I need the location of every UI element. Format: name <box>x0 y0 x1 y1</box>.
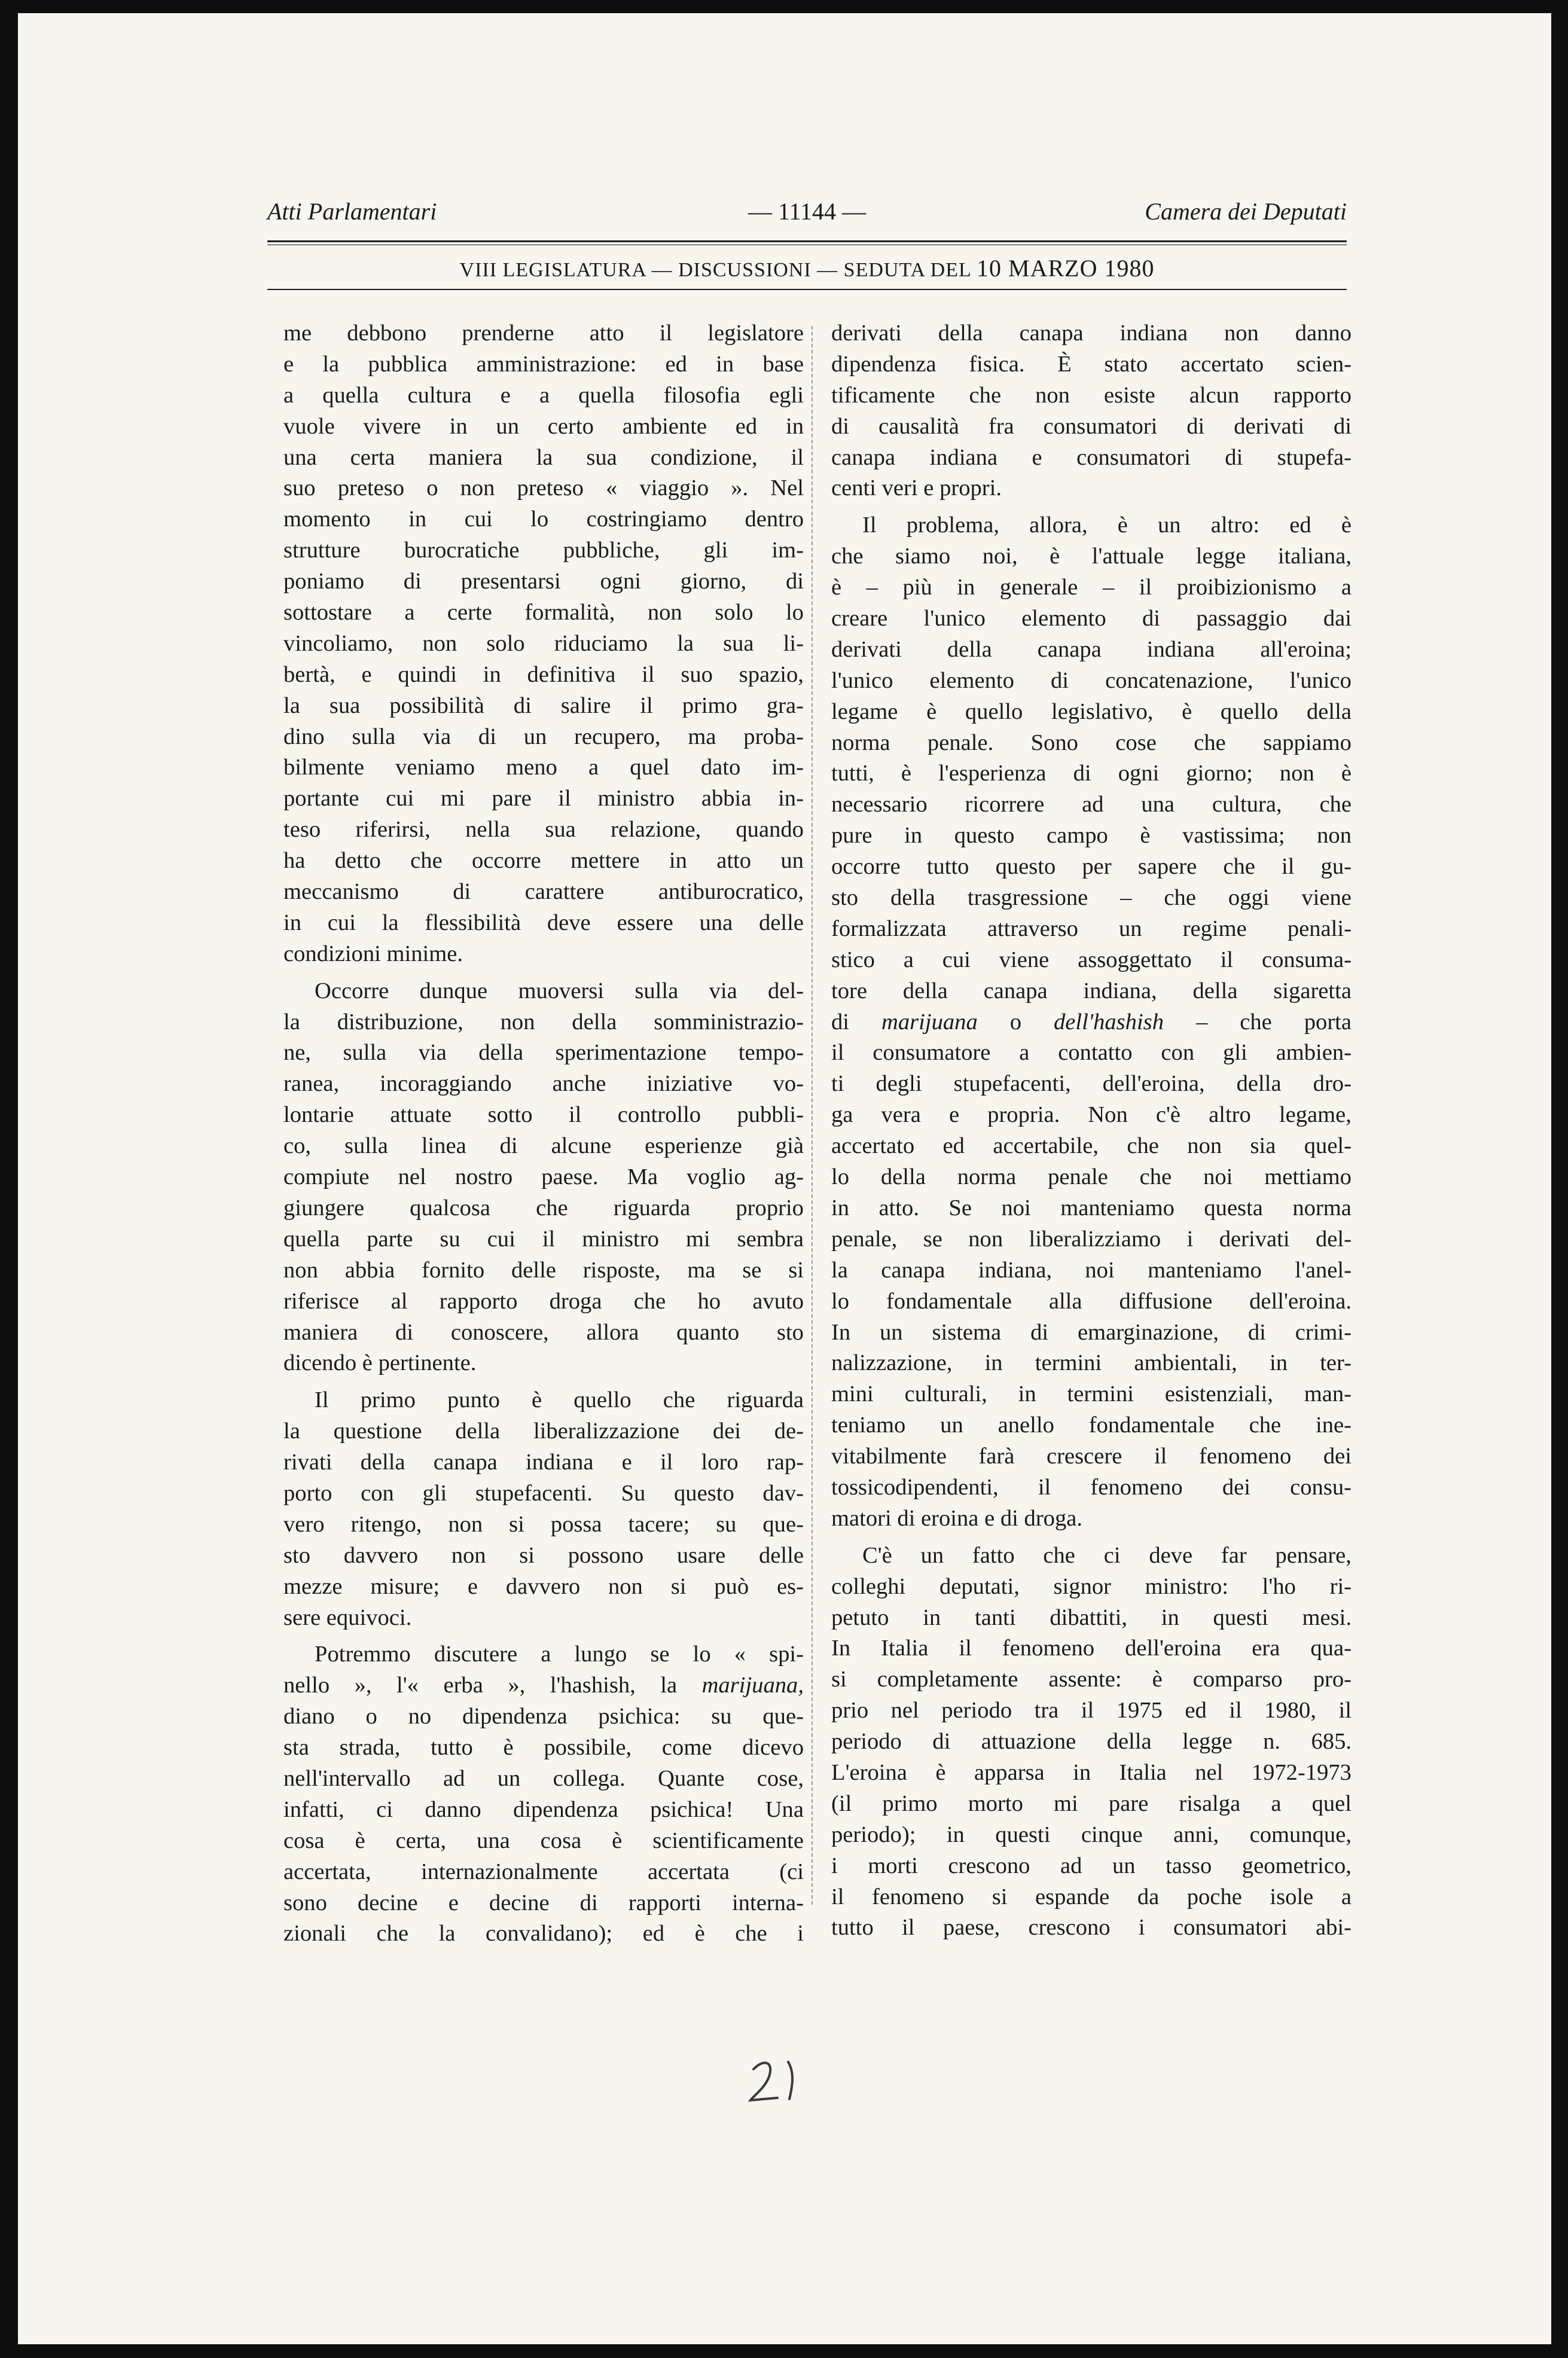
text-line: centi veri e propri. <box>831 475 1002 501</box>
left-column <box>283 318 804 1950</box>
paragraph-gap <box>283 1379 804 1385</box>
text-line: matori di eroina e di droga. <box>831 1505 1083 1531</box>
paragraph-gap <box>831 504 1352 510</box>
text-line: Potremmo discutere a lungo se lo « spi- <box>315 1642 804 1667</box>
text-line: C'è un fatto che ci deve far pensare, <box>862 1542 1352 1568</box>
text-line: mezze misure; e davvero non si può es- <box>283 1573 804 1599</box>
text-line: (il primo morto mi pare risalga a quel <box>831 1790 1352 1816</box>
column-divider <box>812 326 813 1905</box>
text-line: accertata, internazionalmente accertata (ci <box>283 1859 804 1884</box>
text-line: è – più in generale – il proibizionismo a <box>831 575 1352 600</box>
page-number: — 11144 — <box>748 198 867 225</box>
text-line: dicendo è pertinente. <box>283 1350 477 1376</box>
text-line: mini culturali, in termini esistenziali, man- <box>831 1381 1352 1407</box>
text-line: necessario ricorrere ad una cultura, che <box>831 792 1352 817</box>
text-line: cosa è certa, una cosa è scientificamente <box>283 1828 804 1853</box>
text-line: riferisce al rapporto droga che ho avuto <box>283 1288 804 1314</box>
text-line: tificamente che non esiste alcun rapporto <box>831 382 1352 408</box>
text-line: lo fondamentale alla diffusione dell'eroina. <box>831 1288 1352 1314</box>
text-line: in atto. Se noi manteniamo questa norma <box>831 1195 1352 1221</box>
text-line: la canapa indiana, noi manteniamo l'anel- <box>831 1257 1352 1283</box>
text-line: una certa maniera la sua condizione, il <box>283 444 804 470</box>
text-line: nell'intervallo ad un collega. Quante cose, <box>283 1765 804 1791</box>
text-line: non abbia fornito delle risposte, ma se si <box>283 1257 804 1283</box>
text-line: ha detto che occorre mettere in atto un <box>283 848 804 874</box>
text-line: co, sulla linea di alcune esperienze già <box>283 1133 804 1159</box>
text-line: nalizzazione, in termini ambientali, in ter- <box>831 1350 1352 1376</box>
text-line: ne, sulla via della sperimentazione tempo- <box>283 1040 804 1066</box>
text-line: condizioni minime. <box>283 941 463 966</box>
text-line: accertato ed accertabile, che non sia quel- <box>831 1133 1352 1159</box>
text-line: vitabilmente farà crescere il fenomeno dei <box>831 1444 1352 1469</box>
text-line: il fenomeno si espande da poche isole a <box>831 1884 1352 1909</box>
text-line: di causalità fra consumatori di derivati di <box>831 413 1352 439</box>
text-line: lo della norma penale che noi mettiamo <box>831 1164 1352 1190</box>
text-line: i morti crescono ad un tasso geometrico, <box>831 1853 1352 1878</box>
text-line: pure in questo campo è vastissima; non <box>831 823 1352 849</box>
text-line: e la pubblica amministrazione: ed in base <box>283 351 804 377</box>
text-line: compiute nel nostro paese. Ma voglio ag- <box>283 1164 804 1190</box>
text-line: dipendenza fisica. È stato accertato scien- <box>831 351 1352 377</box>
text-line: nello », l'« erba », l'hashish, la marijuana, <box>283 1673 804 1698</box>
session-date: 10 MARZO 1980 <box>977 255 1155 282</box>
text-line: teso riferirsi, nella sua relazione, quando <box>283 817 804 843</box>
text-line: dino sulla via di un recupero, ma proba- <box>283 724 804 749</box>
text-line: canapa indiana e consumatori di stupefa- <box>831 444 1352 470</box>
text-line: Occorre dunque muoversi sulla via del- <box>315 978 804 1003</box>
text-line: il consumatore a contatto con gli ambien- <box>831 1040 1352 1066</box>
header-right-title: Camera dei Deputati <box>1145 198 1347 225</box>
text-line: ranea, incoraggiando anche iniziative vo- <box>283 1071 804 1097</box>
text-line: in cui la flessibilità deve essere una delle <box>283 910 804 935</box>
text-line: creare l'unico elemento di passaggio dai <box>831 606 1352 632</box>
text-line: tore della canapa indiana, della sigaretta <box>831 978 1352 1003</box>
text-line: sto della trasgressione – che oggi viene <box>831 885 1352 911</box>
session-header <box>267 254 1347 282</box>
text-line: bertà, e quindi in definitiva il suo spazio, <box>283 661 804 687</box>
text-line: l'unico elemento di concatenazione, l'unico <box>831 667 1352 693</box>
text-line: che siamo noi, è l'attuale legge italiana, <box>831 544 1352 569</box>
text-line: portante cui mi pare il ministro abbia in- <box>283 786 804 812</box>
text-line: Il primo punto è quello che riguarda <box>315 1387 804 1413</box>
text-line: derivati della canapa indiana non danno <box>831 321 1352 346</box>
text-line: derivati della canapa indiana all'eroina; <box>831 636 1352 662</box>
text-line: vero ritengo, non si possa tacere; su que- <box>283 1511 804 1537</box>
right-column <box>831 318 1352 1944</box>
text-line: la questione della liberalizzazione dei de- <box>283 1419 804 1444</box>
text-line: tutti, è l'esperienza di ogni giorno; non è <box>831 761 1352 786</box>
text-line: porto con gli stupefacenti. Su questo dav- <box>283 1480 804 1506</box>
header-rule-top <box>267 240 1347 242</box>
text-line: periodo); in questi cinque anni, comunque, <box>831 1822 1352 1847</box>
text-line: ga vera e propria. Non c'è altro legame, <box>831 1102 1352 1128</box>
text-line: lontarie attuate sotto il controllo pubbli- <box>283 1102 804 1128</box>
session-header-text: VIII LEGISLATURA — DISCUSSIONI — SEDUTA DEL <box>459 259 971 281</box>
page-header <box>267 197 1347 239</box>
text-line: diano o no dipendenza psichica: su que- <box>283 1704 804 1729</box>
text-line: suo preteso o non preteso « viaggio ». Nel <box>283 475 804 501</box>
text-line: si completamente assente: è comparso pro- <box>831 1667 1352 1692</box>
text-line: ti degli stupefacenti, dell'eroina, della dro- <box>831 1071 1352 1097</box>
text-line: la distribuzione, non della somministrazio- <box>283 1009 804 1035</box>
text-line: colleghi deputati, signor ministro: l'ho ri- <box>831 1573 1352 1599</box>
text-line: quella parte su cui il ministro mi sembra <box>283 1226 804 1252</box>
paragraph-gap <box>283 1633 804 1639</box>
text-line: sere equivoci. <box>283 1604 412 1630</box>
text-line: teniamo un anello fondamentale che ine- <box>831 1413 1352 1438</box>
text-line: legame è quello legislativo, è quello della <box>831 698 1352 724</box>
text-line: prio nel periodo tra il 1975 ed il 1980, il <box>831 1698 1352 1723</box>
text-line: giungere qualcosa che riguarda proprio <box>283 1195 804 1221</box>
text-line: sto davvero non si possono usare delle <box>283 1542 804 1568</box>
text-line: tossicodipendenti, il fenomeno dei consu- <box>831 1474 1352 1500</box>
text-line: la sua possibilità di salire il primo gra- <box>283 693 804 718</box>
text-line: meccanismo di carattere antiburocratico, <box>283 879 804 905</box>
text-line: L'eroina è apparsa in Italia nel 1972-1973 <box>831 1759 1352 1785</box>
text-line: poniamo di presentarsi ogni giorno, di <box>283 569 804 594</box>
text-line: vuole vivere in un certo ambiente ed in <box>283 413 804 439</box>
text-line: penale, se non liberalizziamo i derivati del- <box>831 1226 1352 1252</box>
text-line: tutto il paese, crescono i consumatori abi- <box>831 1915 1352 1941</box>
paragraph-gap <box>283 970 804 976</box>
text-line: momento in cui lo costringiamo dentro <box>283 507 804 532</box>
header-left-title: Atti Parlamentari <box>267 198 437 225</box>
text-line: sottostare a certe formalità, non solo lo <box>283 600 804 626</box>
text-line: maniera di conoscere, allora quanto sto <box>283 1319 804 1345</box>
header-rule-bottom <box>267 289 1347 290</box>
text-line: In un sistema di emarginazione, di crimi- <box>831 1319 1352 1345</box>
text-line: me debbono prenderne atto il legislatore <box>283 321 804 346</box>
text-line: rivati della canapa indiana e il loro rap- <box>283 1450 804 1475</box>
text-line: zionali che la convalidano); ed è che i <box>283 1921 804 1947</box>
text-line: sta strada, tutto è possibile, come dicevo <box>283 1735 804 1761</box>
text-line: norma penale. Sono cose che sappiamo <box>831 730 1352 755</box>
text-line: sono decine e decine di rapporti interna- <box>283 1890 804 1915</box>
text-line: In Italia il fenomeno dell'eroina era qua- <box>831 1636 1352 1661</box>
text-line: di marijuana o dell'hashish – che porta <box>831 1009 1352 1035</box>
paragraph-gap <box>831 1535 1352 1541</box>
text-line: petuto in tanti dibattiti, in questi mesi. <box>831 1604 1352 1630</box>
text-line: occorre tutto questo per sapere che il gu- <box>831 854 1352 880</box>
text-line: periodo di attuazione della legge n. 685. <box>831 1729 1352 1755</box>
text-line: a quella cultura e a quella filosofia egli <box>283 382 804 408</box>
text-line: vincoliamo, non solo riduciamo la sua li- <box>283 630 804 656</box>
text-line: bilmente veniamo meno a quel dato im- <box>283 755 804 780</box>
text-line: infatti, ci danno dipendenza psichica! Una <box>283 1796 804 1822</box>
text-line: Il problema, allora, è un altro: ed è <box>862 513 1352 538</box>
handwritten-mark <box>742 2045 813 2111</box>
text-line: strutture burocratiche pubbliche, gli im- <box>283 538 804 563</box>
text-line: stico a cui viene assoggettato il consuma- <box>831 947 1352 972</box>
text-line: formalizzata attraverso un regime penali- <box>831 916 1352 941</box>
